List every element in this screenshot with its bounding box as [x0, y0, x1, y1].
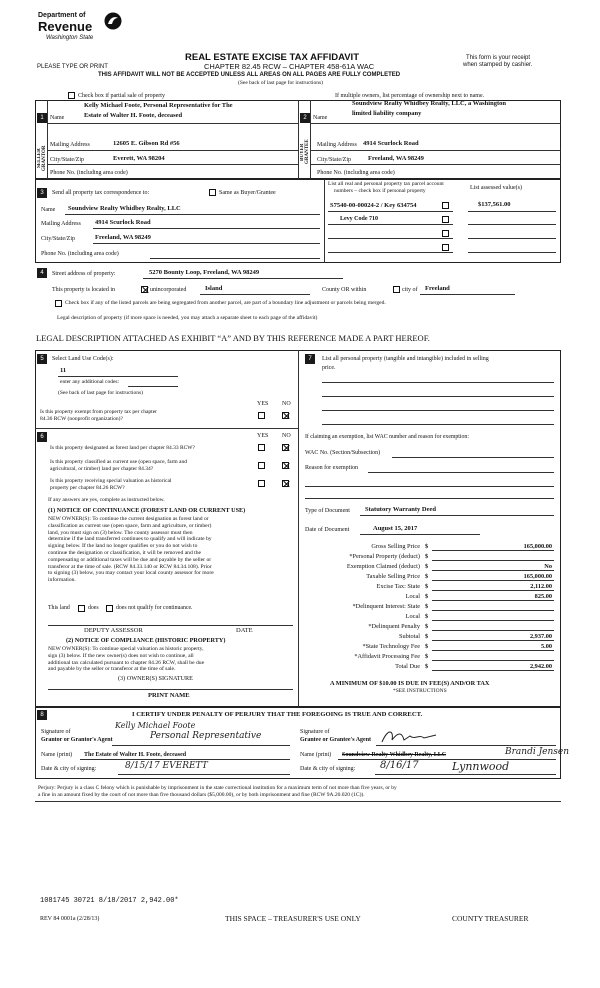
notice1-line: to signing (3) below, you may contact your local county assessor for more: [48, 570, 214, 577]
land-does-checkbox[interactable]: [78, 605, 85, 612]
tax-row-value[interactable]: 825.00: [534, 593, 552, 600]
tax-row-label: *State Technology Fee: [362, 643, 420, 650]
s3-name[interactable]: Soundview Realty Whidbey Realty, LLC: [68, 205, 181, 212]
same-as-buyer-label: Same as Buyer/Grantee: [219, 190, 276, 196]
buyer-name-line2[interactable]: limited liability company: [352, 110, 422, 117]
buyer-name-label: Name: [313, 115, 328, 121]
grantor-date-city[interactable]: 8/15/17 EVERETT: [125, 761, 208, 771]
seller-name-line2[interactable]: Estate of Walter H. Foote, deceased: [84, 112, 183, 119]
exempt-no-checkbox[interactable]: [282, 412, 289, 419]
tax-row-underline: [432, 620, 554, 621]
does-not-label: does not qualify for continuance.: [116, 605, 193, 611]
s5-no-header: NO: [282, 401, 291, 407]
grantee-printed-name[interactable]: Soundview Realty Whidbey Realty, LLC: [342, 752, 447, 758]
s6-yes-header: YES: [257, 433, 269, 439]
current-use-question-1: Is this property classified as current use (open space, farm and: [50, 459, 187, 465]
notice-compliance-title: (2) NOTICE OF COMPLIANCE (HISTORIC PROPERTY): [66, 637, 226, 644]
tax-row-underline: [432, 550, 554, 551]
notice-continuance-body: [48, 516, 293, 584]
tax-row: [305, 612, 560, 622]
tax-row-value[interactable]: 165,000.00: [523, 573, 552, 580]
tax-row-value[interactable]: 2,942.00: [529, 663, 552, 670]
form-subtitle: CHAPTER 82.45 RCW – CHAPTER 458-61A WAC: [204, 62, 375, 71]
tax-row-label: Exemption Claimed (deduct): [346, 563, 420, 570]
tax-row: [305, 562, 560, 572]
historic-question-2: property per chapter 84.26 RCW?: [50, 485, 125, 491]
multiple-owners-note: If multiple owners, list percentage of ownership next to name.: [335, 93, 485, 99]
tax-calculation-table: [305, 542, 560, 672]
section-3-number: 3: [37, 188, 47, 198]
tax-row: [305, 642, 560, 652]
deputy-assessor-label: DEPUTY ASSESSOR: [84, 627, 143, 634]
notice1-line: land, you must sign on (3) below. The county assessor must then: [48, 529, 193, 536]
tax-row-value[interactable]: 2,937.00: [529, 633, 552, 640]
tax-row-currency: $: [425, 563, 429, 570]
current-use-no-checkbox[interactable]: [282, 462, 289, 469]
tax-row-label: *Personal Property (deduct): [349, 553, 420, 560]
tax-row-label: Local: [405, 593, 420, 600]
exempt-question-1: Is this property exempt from property tax per chapter: [40, 409, 157, 415]
tax-row-label: Subtotal: [399, 633, 420, 640]
notice2-line: NEW OWNER(S): To continue special valuation as historic property,: [48, 646, 204, 652]
tax-row-currency: $: [425, 553, 429, 560]
tax-row-underline: [432, 640, 554, 641]
tax-row-currency: $: [425, 573, 429, 580]
form-warning: THIS AFFIDAVIT WILL NOT BE ACCEPTED UNLESS ALL AREAS ON ALL PAGES ARE FULLY COMPLETED: [98, 72, 401, 78]
see-instructions-note: *SEE INSTRUCTIONS: [393, 688, 447, 694]
tax-row: [305, 602, 560, 612]
notice1-line: transferor at the time of sale. (RCW 84.33.140 or RCW 84.34.108). Prior: [48, 563, 212, 570]
levy-code[interactable]: Levy Code 710: [340, 216, 378, 222]
grantee-handwritten-name[interactable]: Brandi Jensen: [505, 747, 570, 757]
tax-row-currency: $: [425, 653, 429, 660]
logo-dept-text: Department of: [38, 12, 86, 19]
grantor-date-city-label: Date & city of signing:: [41, 766, 97, 772]
tax-row-underline: [432, 570, 554, 571]
historic-no-checkbox[interactable]: [282, 480, 289, 487]
tax-row-label: Local: [405, 613, 420, 620]
grantee-city[interactable]: Lynnwood: [452, 760, 510, 773]
treasurer-stamp: 1081745 30721 8/18/2017 2,942.00*: [40, 897, 179, 905]
parcel-header-1: List all real and personal property tax parcel account: [328, 181, 444, 187]
forest-question: Is this property designated as forest land per chapter 84.33 RCW?: [50, 445, 195, 451]
tax-row: [305, 582, 560, 592]
tax-row: [305, 592, 560, 602]
tax-row-underline: [432, 580, 554, 581]
s3-phone-label: Phone No. (including area code): [41, 251, 119, 257]
doc-date-label: Date of Document: [305, 527, 350, 533]
buyer-side-label: BUYER GRANTEE: [300, 139, 310, 165]
segregated-checkbox[interactable]: [55, 300, 62, 307]
notice2-line: additional tax calculated pursuant to chapter 84.26 RCW, shall be due: [48, 659, 205, 666]
tax-row-label: *Delinquent Penalty: [368, 623, 420, 630]
street-address[interactable]: 5270 Bounty Loop, Freeland, WA 98249: [149, 269, 260, 276]
logo-revenue-text: Revenue: [38, 19, 93, 34]
county-or-within-label: County OR within: [322, 287, 367, 293]
tax-row-value[interactable]: No: [544, 563, 552, 570]
tax-row-currency: $: [425, 593, 429, 600]
tax-row: [305, 542, 560, 552]
segregated-label: Check box if any of the listed parcels are being segregated from another parcel, are part of a boundary line adjustment or parcels being merged.: [65, 300, 386, 306]
exemption-reason-label: Reason for exemption: [305, 465, 358, 471]
tax-row-label: *Affidavit Processing Fee: [354, 653, 420, 660]
additional-codes-label: enter any additional codes:: [60, 379, 120, 385]
legal-desc-label: Legal description of property (if more space is needed, you may attach a separate sheet to each page of the affidavit): [57, 315, 318, 321]
section-8-number: 8: [37, 710, 47, 720]
tax-row-label: Excise Tax: State: [376, 583, 420, 590]
historic-yes-checkbox[interactable]: [258, 480, 265, 487]
form-title: REAL ESTATE EXCISE TAX AFFIDAVIT: [185, 52, 360, 63]
tax-row-underline: [432, 650, 554, 651]
seller-city-label: City/State/Zip: [50, 157, 84, 163]
notice1-line: compensating or additional taxes will be due and payable by the seller or: [48, 556, 212, 563]
perjury-warning-1: Perjury: Perjury is a class C felony which is punishable by imprisonment in the state correctional institution for a maximum term of not more than five years, or by: [38, 785, 397, 791]
tax-row: [305, 662, 560, 672]
grantee-date-city-label: Date & city of signing:: [300, 766, 356, 772]
s3-name-label: Name: [41, 207, 56, 213]
city-checkbox[interactable]: [393, 286, 400, 293]
tax-row-currency: $: [425, 603, 429, 610]
section-5-number: 5: [37, 354, 47, 364]
tax-row: [305, 552, 560, 562]
notice-continuance-title: (1) NOTICE OF CONTINUANCE (FOREST LAND OR CURRENT USE): [48, 507, 246, 514]
section-2-number: 2: [300, 113, 310, 123]
tax-row-label: Total Due: [395, 663, 420, 670]
send-correspondence-label: Send all property tax correspondence to:: [52, 190, 150, 196]
grantee-agent-label: Grantee or Grantee's Agent: [300, 737, 372, 743]
please-type-label: PLEASE TYPE OR PRINT: [37, 64, 108, 70]
tax-row-currency: $: [425, 623, 429, 630]
city-name[interactable]: Freeland: [425, 285, 450, 292]
buyer-mailing[interactable]: 4914 Scurlock Road: [363, 140, 419, 147]
seller-name-line1[interactable]: Kelly Michael Foote, Personal Representative for The: [84, 102, 233, 109]
doc-date[interactable]: August 15, 2017: [373, 525, 418, 532]
this-land-label: This land: [48, 605, 70, 611]
partial-sale-label: Check box if partial sale of property: [78, 93, 165, 99]
buyer-mailing-label: Mailing Address: [317, 142, 357, 148]
dor-logo: [38, 8, 124, 48]
tax-row-currency: $: [425, 613, 429, 620]
tax-row: [305, 652, 560, 662]
receipt-note: This form is your receipt: [466, 55, 531, 61]
certify-statement: I CERTIFY UNDER PENALTY OF PERJURY THAT THE FOREGOING IS TRUE AND CORRECT.: [132, 711, 423, 718]
tax-row: [305, 632, 560, 642]
tax-row-label: Taxable Selling Price: [366, 573, 420, 580]
seller-mailing[interactable]: 12605 E. Gibson Rd #56: [113, 140, 180, 147]
buyer-name-line1[interactable]: Soundview Realty Whidbey Realty, LLC, a Washington: [352, 100, 506, 107]
notice1-line: NEW OWNER(S): To continue the current designation as forest land or: [48, 516, 209, 522]
unincorporated-label: unincorporated: [150, 287, 187, 293]
section-7-number: 7: [305, 354, 315, 364]
doc-type-label: Type of Document: [305, 508, 350, 514]
exhibit-a-statement: LEGAL DESCRIPTION ATTACHED AS EXHIBIT “A” AND BY THIS REFERENCE MADE A PART HEREOF.: [36, 333, 430, 343]
treasurer-use-label: THIS SPACE – TREASURER'S USE ONLY: [225, 914, 361, 923]
tax-row-underline: [432, 670, 554, 671]
perjury-warning-2: a fine in an amount fixed by the court of not more than five thousand dollars ($5,000.00), or by both imprisonment and fine (RCW 9A.20.020 (1C)).: [38, 792, 365, 798]
wac-number-label: WAC No. (Section/Subsection): [305, 450, 381, 456]
same-as-buyer-checkbox[interactable]: [209, 189, 216, 196]
parcel-1-checkbox[interactable]: [442, 202, 449, 209]
s5-yes-header: YES: [257, 401, 269, 407]
minimum-due-note: A MINIMUM OF $10.00 IS DUE IN FEE(S) AND/OR TAX: [330, 680, 490, 687]
grantor-signature[interactable]: Kelly Michael Foote: [115, 721, 196, 730]
seller-name-label: Name: [50, 115, 65, 121]
tax-row: [305, 622, 560, 632]
grantee-signature-of-label: Signature of: [300, 729, 330, 735]
receipt-note-2: when stamped by cashier.: [463, 62, 533, 68]
tax-row-currency: $: [425, 633, 429, 640]
doc-type[interactable]: Statutory Warranty Deed: [365, 506, 437, 513]
historic-question-1: Is this property receiving special valuation as historical: [50, 478, 172, 484]
notice1-line: determine if the land transferred continues to qualify and will indicate by: [48, 536, 212, 543]
grantor-name-print-label: Name (print): [41, 752, 73, 758]
located-label: This property is located in: [52, 287, 115, 293]
notice-compliance-body: [48, 646, 293, 673]
section-1-number: 1: [37, 113, 47, 123]
current-use-yes-checkbox[interactable]: [258, 462, 265, 469]
grantor-signature-of-label: Signature of: [41, 729, 71, 735]
tax-row-label: *Delinquent Interest: State: [352, 603, 420, 610]
does-label: does: [88, 605, 99, 611]
logo-emblem-icon: [104, 12, 122, 30]
notice2-line: sign (3) below. If the new owner(s) does not wish to continue, all: [48, 652, 194, 659]
notice1-line: information.: [48, 577, 76, 584]
s3-city-label: City/State/Zip: [41, 236, 75, 242]
tax-row-underline: [432, 630, 554, 631]
forest-yes-checkbox[interactable]: [258, 444, 265, 451]
land-use-code[interactable]: 11: [60, 367, 67, 374]
current-use-question-2: agricultural, or timber) land per chapter 84.34?: [50, 466, 154, 472]
seller-side-label: SELLER GRANTOR: [37, 145, 47, 171]
tax-row-currency: $: [425, 663, 429, 670]
s6-no-header: NO: [282, 433, 291, 439]
parcel-header-2: numbers – check box if personal property: [334, 188, 426, 194]
grantee-date[interactable]: 8/16/17: [380, 760, 419, 771]
tax-row-underline: [432, 600, 554, 601]
notice1-line: signing below. If the land no longer qualifies or you do not wish to: [48, 543, 198, 550]
tax-row-currency: $: [425, 583, 429, 590]
personal-property-label-2: price.: [322, 365, 336, 371]
forest-no-checkbox[interactable]: [282, 444, 289, 451]
grantor-signature-title[interactable]: Personal Representative: [150, 731, 262, 741]
grantor-agent-label: Grantor or Grantor's Agent: [41, 737, 113, 743]
notice1-line: classification as current use (open space, farm and agriculture, or timber): [48, 522, 212, 529]
grantee-name-print-label: Name (print): [300, 752, 332, 758]
tax-row-currency: $: [425, 643, 429, 650]
seller-phone-label: Phone No. (including area code): [50, 170, 128, 176]
s3-mailing-label: Mailing Address: [41, 221, 81, 227]
s5-see-back: (See back of last page for instructions): [58, 390, 143, 396]
s3-mailing[interactable]: 4914 Scurlock Road: [95, 219, 151, 226]
personal-property-label-1: List all personal property (tangible and intangible) included in selling: [322, 356, 489, 362]
street-label: Street address of property:: [52, 271, 116, 277]
land-use-label: Select Land Use Code(s):: [52, 356, 114, 362]
city-of-label: city of: [402, 287, 418, 293]
seller-city[interactable]: Everett, WA 98204: [113, 155, 165, 162]
date-label: DATE: [236, 627, 253, 634]
tax-row-underline: [432, 660, 554, 661]
notice1-line: continue the designation or classification, it will be removed and the: [48, 549, 202, 556]
assessed-1[interactable]: $137,561.00: [478, 201, 511, 208]
tax-row-label: Gross Selling Price: [371, 543, 420, 550]
buyer-city[interactable]: Freeland, WA 98249: [368, 155, 424, 162]
grantor-printed-name[interactable]: The Estate of Walter H. Foote, deceased: [84, 752, 187, 758]
land-does-not-checkbox[interactable]: [106, 605, 113, 612]
partial-sale-checkbox[interactable]: [68, 92, 75, 99]
tax-row-value[interactable]: 2,112.00: [530, 583, 552, 590]
unincorporated-checkbox[interactable]: [141, 286, 148, 293]
s3-city[interactable]: Freeland, WA 98249: [95, 234, 151, 241]
section-4-number: 4: [37, 268, 47, 278]
assessed-header: List assessed value(s): [470, 185, 522, 191]
buyer-city-label: City/State/Zip: [317, 157, 351, 163]
tax-row-underline: [432, 610, 554, 611]
county-name[interactable]: Island: [205, 285, 223, 292]
see-back-note: (See back of last page for instructions): [238, 80, 323, 86]
owner-signature-label: (3) OWNER(S) SIGNATURE: [118, 675, 193, 682]
tax-row: [305, 572, 560, 582]
tax-row-value[interactable]: 5.00: [540, 643, 552, 650]
parcel-1[interactable]: S7540-00-00024-2 / Key 634754: [330, 202, 417, 209]
exempt-question-2: 84.36 RCW (nonprofit organization)?: [40, 416, 123, 422]
buyer-phone-label: Phone No. (including area code): [317, 170, 395, 176]
tax-row-currency: $: [425, 543, 429, 550]
tax-row-underline: [432, 560, 554, 561]
wac-exemption-label: If claiming an exemption, list WAC number and reason for exemption:: [305, 434, 469, 440]
seller-mailing-label: Mailing Address: [50, 142, 90, 148]
parcel-2-checkbox[interactable]: [442, 216, 449, 223]
if-yes-note: If any answers are yes, complete as instructed below.: [48, 497, 165, 503]
exempt-yes-checkbox[interactable]: [258, 412, 265, 419]
county-treasurer-label: COUNTY TREASURER: [452, 914, 529, 923]
form-revision: REV 84 0001a (2/28/13): [40, 916, 100, 922]
print-name-label: PRINT NAME: [148, 692, 190, 699]
section-6-number: 6: [37, 432, 47, 442]
tax-row-underline: [432, 590, 554, 591]
notice2-line: and payable by the seller or transferor at the time of sale.: [48, 666, 176, 673]
tax-row-value[interactable]: 165,000.00: [523, 543, 552, 550]
parcel-3-checkbox[interactable]: [442, 230, 449, 237]
grantee-signature-scribble-icon[interactable]: [380, 726, 440, 746]
logo-state-text: Washington State: [46, 35, 94, 41]
parcel-4-checkbox[interactable]: [442, 244, 449, 251]
